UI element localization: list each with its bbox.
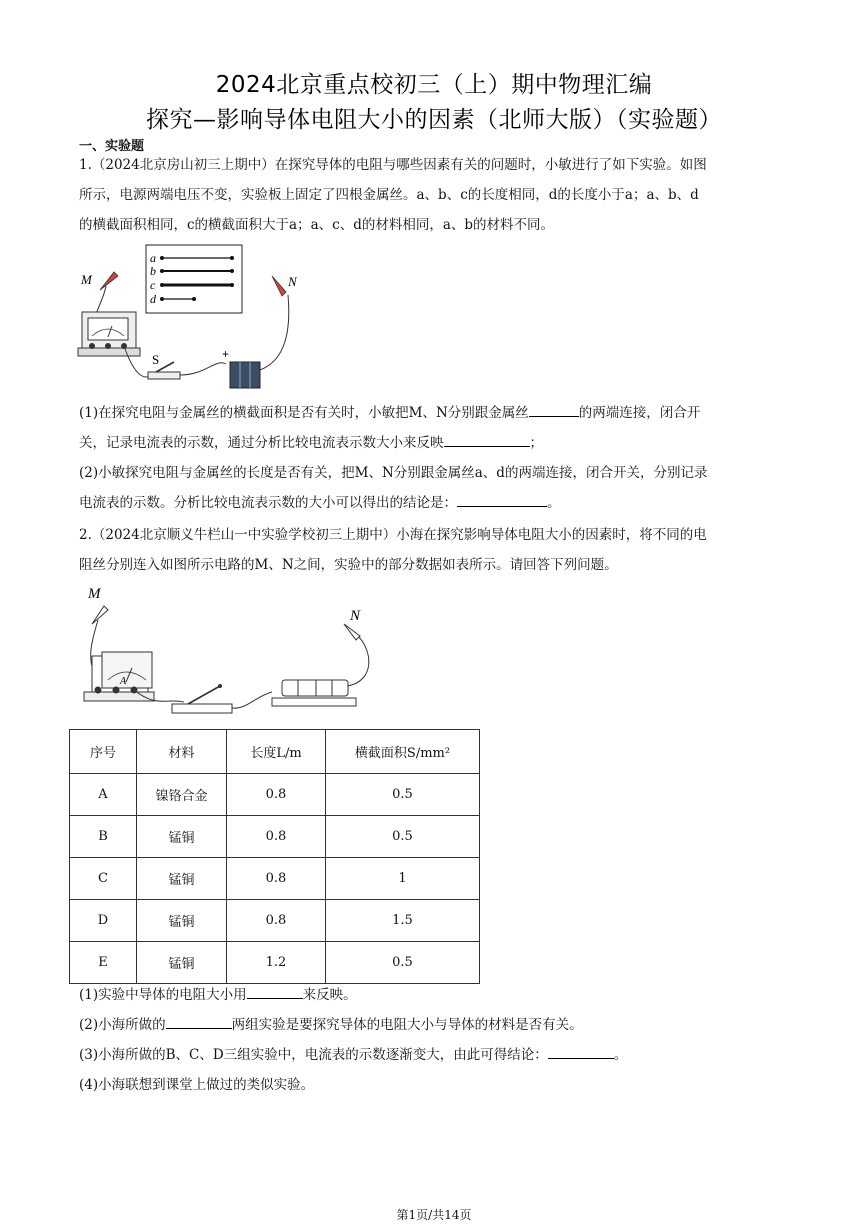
table-cell: 1.5 (326, 900, 480, 942)
wire-label-c: c (150, 278, 156, 292)
label-m: M (81, 272, 92, 287)
q1-circuit-figure (76, 240, 306, 390)
document-title: 2024北京重点校初三（上）期中物理汇编 (215, 72, 653, 98)
table-cell: 1.2 (227, 942, 326, 984)
table-cell: 0.8 (227, 900, 326, 942)
answer-blank[interactable] (529, 402, 579, 417)
table-cell: 锰铜 (137, 816, 227, 858)
q1-sub-2-cont (79, 488, 791, 518)
table-header-cell: 序号 (70, 730, 137, 774)
wire-label-b: b (150, 264, 156, 278)
q1-sub-1-text-d: ； (529, 435, 543, 451)
q2-subquestions (79, 980, 791, 1100)
q2-sub-3-text-a: (3)小海所做的B、C、D三组实验中，电流表的示数逐渐变大，由此可得结论： (79, 1047, 548, 1063)
table-cell: 锰铜 (137, 942, 227, 984)
q1-sub-1-text-b: 的两端连接，闭合开 (578, 405, 701, 421)
q1-sub-1 (79, 398, 791, 428)
table-cell: 0.8 (227, 858, 326, 900)
q1-line-3: 的横截面积相同，c的横截面积大于a；a、c、d的材料相同，a、b的材料不同。 (79, 217, 555, 233)
table-cell: 0.8 (227, 816, 326, 858)
q2-line-2: 阻丝分别连入如图所示电路的M、N之间，实验中的部分数据如表所示。请回答下列问题。 (79, 557, 618, 573)
q1-sub-1-text-c: 关，记录电流表的示数，通过分析比较电流表示数大小来反映 (79, 435, 444, 451)
q2-data-table (69, 729, 480, 984)
table-cell: A (70, 774, 137, 816)
page-number: 第1页/共14页 (396, 1208, 472, 1222)
table-header-cell: 长度L/m (227, 730, 326, 774)
table-cell: 镍铬合金 (137, 774, 227, 816)
table-header-cell: 材料 (137, 730, 227, 774)
q2-sub-2-text-b: 两组实验是要探究导体的电阻大小与导体的材料是否有关。 (231, 1017, 583, 1033)
q1-line-1: 1.（2024北京房山初三上期中）在探究导体的电阻与哪些因素有关的问题时，小敏进行了如下实验。如图 (79, 157, 707, 173)
q2-intro (79, 520, 791, 580)
q2-sub-1-text-a: (1)实验中导体的电阻大小用 (79, 987, 247, 1003)
table-cell: C (70, 858, 137, 900)
q2-sub-3-text-b: 。 (613, 1047, 628, 1063)
table-cell: B (70, 816, 137, 858)
q1-sub-2: (2)小敏探究电阻与金属丝的长度是否有关，把M、N分别跟金属丝a、d的两端连接，闭合开关，分别记录 (79, 465, 708, 481)
table-cell: 锰铜 (137, 900, 227, 942)
label-m: M (88, 586, 101, 602)
table-cell: 锰铜 (137, 858, 227, 900)
q2-sub-2 (79, 1010, 791, 1040)
answer-blank[interactable] (166, 1014, 232, 1029)
table-row (70, 942, 480, 984)
section-heading: 一、实验题 (79, 139, 145, 154)
q1-sub-1-cont (79, 428, 791, 458)
table-row (70, 816, 480, 858)
q1-sub-2-text-c: 。 (547, 495, 561, 511)
wire-label-a: a (150, 251, 156, 265)
meter-letter: A (120, 676, 127, 687)
answer-blank[interactable] (247, 984, 303, 999)
label-n: N (350, 608, 361, 624)
q2-line-1: 2.（2024北京顺义牛栏山一中实验学校初三上期中）小海在探究影响导体电阻大小的因素时，将不同的电 (79, 527, 707, 543)
table-cell: E (70, 942, 137, 984)
q1-sub-1-text-a: (1)在探究电阻与金属丝的横截面积是否有关时，小敏把M、N分别跟金属丝 (79, 405, 529, 421)
q1-subquestions (79, 398, 791, 518)
q1-sub-2-text-b: 电流表的示数。分析比较电流表示数的大小可以得出的结论是： (79, 495, 457, 511)
q2-circuit-figure (76, 580, 376, 720)
table-row (70, 774, 480, 816)
label-n: N (288, 274, 297, 289)
q2-sub-1 (79, 980, 791, 1010)
table-cell: 0.5 (326, 942, 480, 984)
table-cell: 1 (326, 858, 480, 900)
wire-label-d: d (150, 292, 156, 306)
table-row (70, 900, 480, 942)
q2-sub-3 (79, 1040, 791, 1070)
document-subtitle: 探究—影响导体电阻大小的因素（北师大版）（实验题） (146, 107, 722, 133)
table-cell: 0.5 (326, 774, 480, 816)
table-header-cell: 横截面积S/mm² (326, 730, 480, 774)
q1-intro (79, 150, 791, 240)
q2-sub-4: (4)小海联想到课堂上做过的类似实验。 (79, 1077, 315, 1093)
battery-plus: + (222, 347, 230, 361)
answer-blank[interactable] (457, 492, 547, 507)
table-row (70, 858, 480, 900)
label-s: S (152, 352, 160, 367)
q1-line-2: 所示，电源两端电压不变，实验板上固定了四根金属丝。a、b、c的长度相同，d的长度小于a；a、b、d (79, 187, 699, 203)
table-cell: 0.5 (326, 816, 480, 858)
table-cell: D (70, 900, 137, 942)
q2-sub-1-text-b: 来反映。 (302, 987, 357, 1003)
table-cell: 0.8 (227, 774, 326, 816)
answer-blank[interactable] (548, 1044, 614, 1059)
q2-sub-2-text-a: (2)小海所做的 (79, 1017, 166, 1033)
answer-blank[interactable] (444, 432, 530, 447)
